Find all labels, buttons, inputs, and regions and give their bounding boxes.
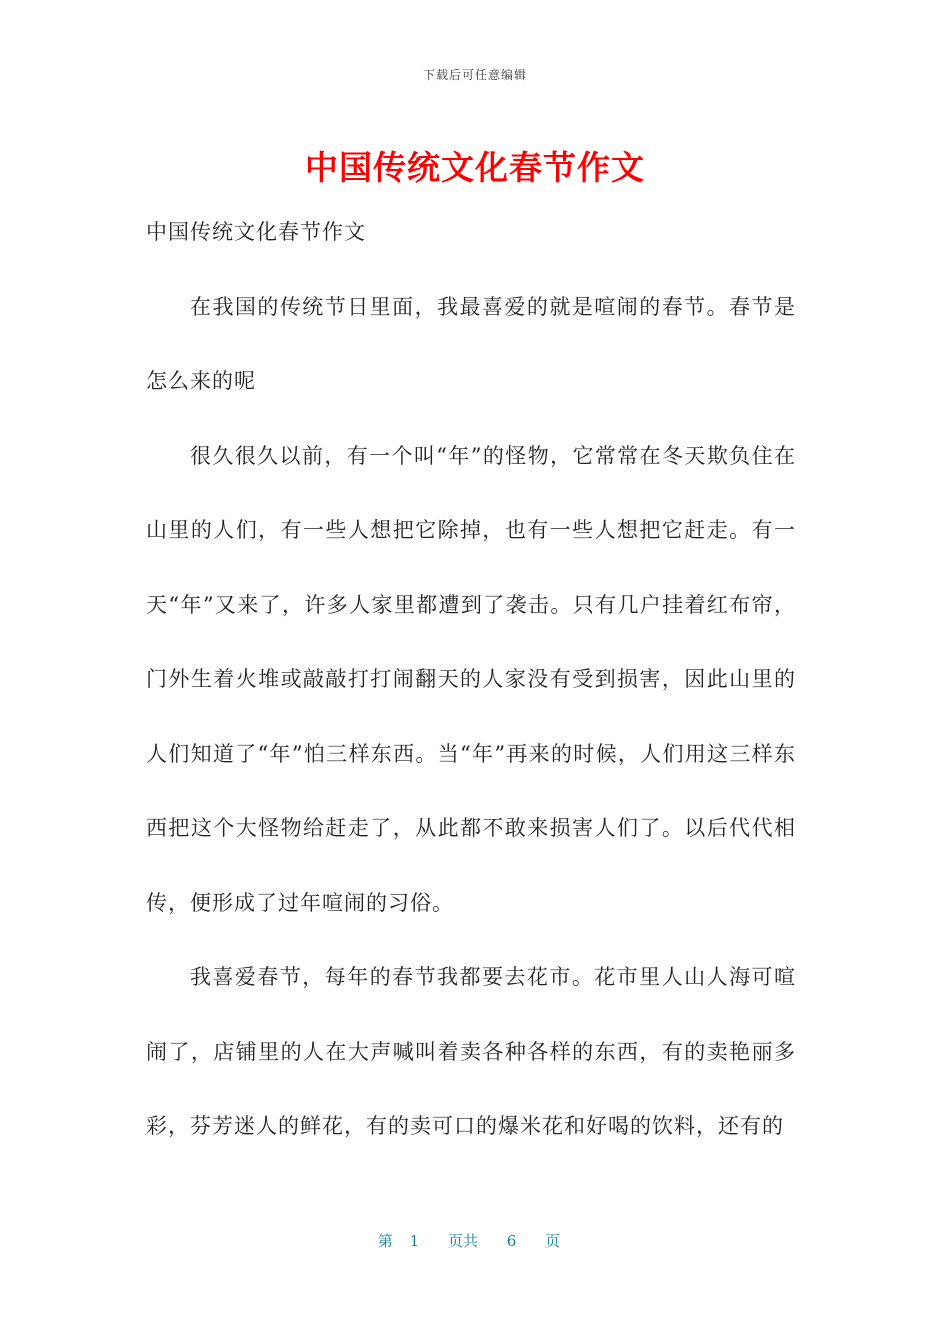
document-subtitle: 中国传统文化春节作文 (146, 220, 366, 244)
page-footer (0, 1230, 950, 1251)
document-body (146, 195, 796, 1164)
document-title: 中国传统文化春节作文 (305, 148, 645, 187)
paragraph: 我喜爱春节，每年的春节我都要去花市。花市里人山人海可喧闹了，店铺里的人在大声喊叫着卖各种各样的东西，有的卖艳丽多彩，芬芳迷人的鲜花，有的卖可口的爆米花和好喝的饮料，还有的 (146, 965, 796, 1138)
footer-label-end: 页 (545, 1232, 561, 1250)
footer-label-page: 第 (377, 1232, 393, 1250)
footer-current-page: 1 (409, 1232, 420, 1250)
footer-label-of: 页共 (447, 1232, 478, 1250)
paragraph: 在我国的传统节日里面，我最喜爱的就是喧闹的春节。春节是怎么来的呢 (146, 294, 796, 393)
paragraph: 很久很久以前，有一个叫“年”的怪物，它常常在冬天欺负住在山里的人们，有一些人想把它除掉，也有一些人想把它赶走。有一天“年”又来了，许多人家里都遭到了袭击。只有几户挂着红布帘，门外生着火堆或敲敲打打闹翻天的人家没有受到损害，因此山里的人们知道了“年”怕三样东西。当“年”再来的时候，人们用这三样东西把这个大怪物给赶走了，从此都不敢来损害人们了。以后代代相传，便形成了过年喧闹的习俗。 (146, 443, 796, 915)
header-note: 下载后可任意编辑 (422, 68, 527, 82)
footer-total-pages: 6 (506, 1232, 517, 1250)
